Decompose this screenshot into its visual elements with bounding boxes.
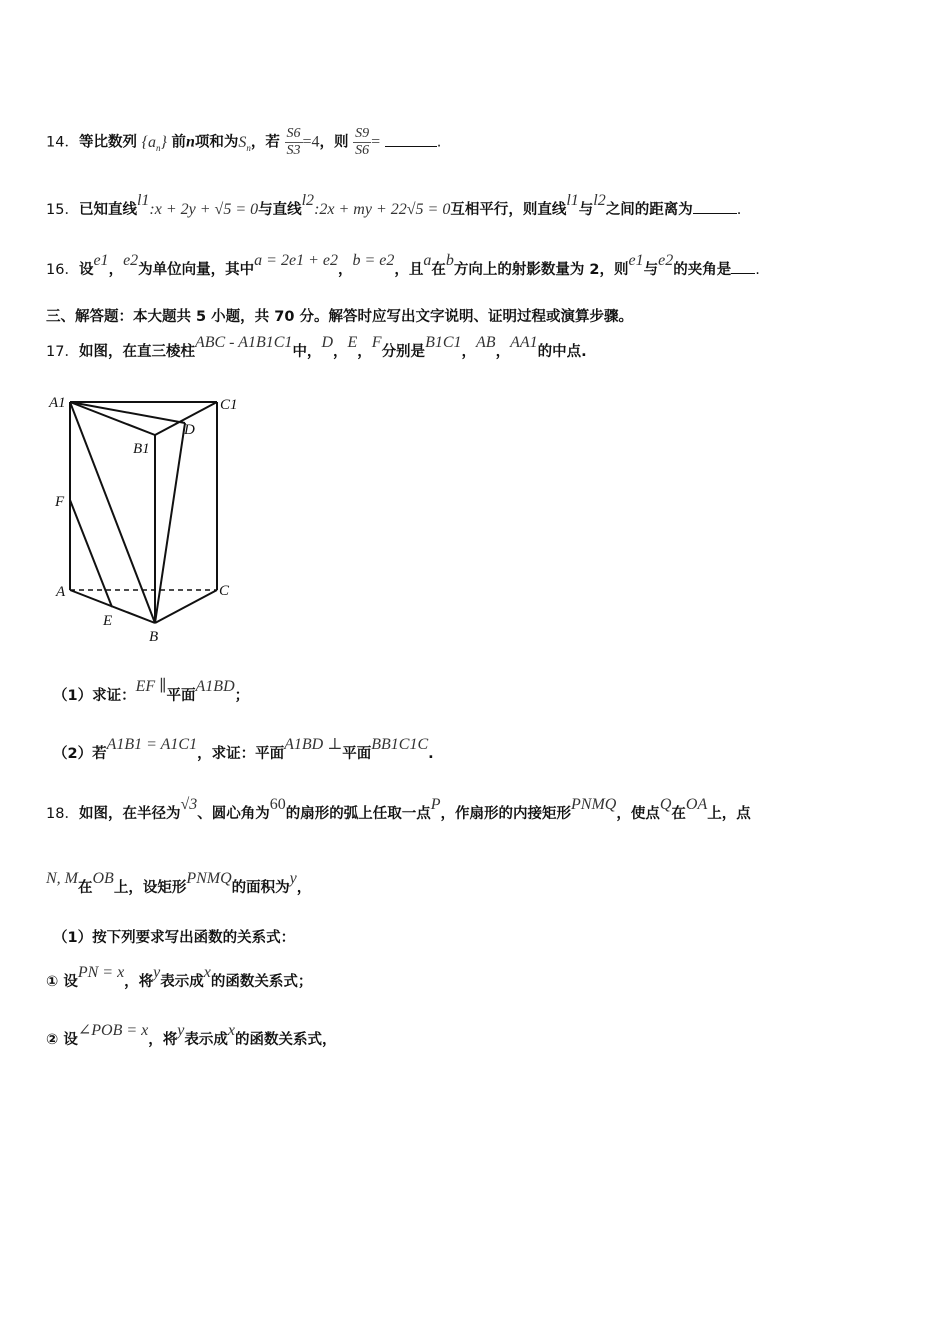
label-B: B <box>149 629 159 645</box>
q14-sum: $S_n$ <box>238 133 251 153</box>
q14-fraction-1: $\frac{S6}{S3}$ <box>286 126 301 158</box>
q15-line-l1: l1 <box>136 192 150 209</box>
label-A1: A1 <box>49 395 66 411</box>
q15-line-l2: l2 <box>301 192 315 209</box>
label-B1: B1 <box>133 441 150 457</box>
question-16: 16．设e1，e2为单位向量，其中a = 2e1 + e2，b = e2，且a在b方向上的射影数量为 2，则e1与e2的夹角是 . <box>46 252 760 278</box>
q17-prism: ABC - A1B1C1 <box>194 334 293 351</box>
label-A: A <box>56 584 66 600</box>
label-E: E <box>103 613 113 629</box>
label-C1: C1 <box>220 397 238 413</box>
q14-number: 14． <box>46 134 79 151</box>
q16-answer-blank <box>731 273 755 274</box>
label-F: F <box>55 494 65 510</box>
q18-part-1: （1）按下列要求写出函数的关系式： <box>53 930 296 946</box>
q16-vector-b: b = e2 <box>352 252 395 269</box>
q15-answer-blank <box>693 213 737 214</box>
q17-part-2: （2）若A1B1 = A1C1，求证：平面A1BD ⊥平面BB1C1C. <box>53 736 434 762</box>
q15-equation-2: :2x + my + 22√5 = 0 <box>314 201 451 218</box>
q15-equation-1: :x + 2y + √5 = 0 <box>149 201 259 218</box>
label-C: C <box>219 583 230 599</box>
q17-part-1: （1）求证：EF ∥平面A1BD； <box>53 678 250 704</box>
q14-fraction-2: $\frac{S9}{S6}$ <box>355 126 370 158</box>
question-14: 14．等比数列 $\{a_n\}$ 前n项和为$S_n$，若 $\frac{S6}{S3}$ =4，则 $\frac{S9}{S6}$ = . <box>46 126 442 158</box>
section-3-heading: 三、解答题：本大题共 5 小题，共 70 分。解答时应写出文字说明、证明过程或演算步骤。 <box>46 309 633 325</box>
label-D: D <box>184 422 195 438</box>
q14-sequence: $\{a_n\}$ <box>141 133 167 153</box>
question-18-cont: N, M在OB上，设矩形PNMQ的面积为y， <box>46 870 312 896</box>
q18-case-1: ① 设PN = x，将y表示成x的函数关系式； <box>46 964 313 990</box>
q14-answer-blank <box>385 146 437 147</box>
question-15: 15．已知直线l1:x + 2y + √5 = 0与直线l2:2x + my + 22√5 = 0互相平行，则直线l1与l2之间的距离为 . <box>46 192 742 218</box>
question-18: 18．如图，在半径为√3、圆心角为60的扇形的弧上任取一点P，作扇形的内接矩形PNMQ，使点Q在OA上，点 <box>46 796 751 822</box>
question-17: 17．如图，在直三棱柱ABC - A1B1C1中，D，E，F分别是B1C1，AB，AA1的中点. <box>46 334 587 360</box>
q18-case-2: ② 设∠POB = x，将y表示成x的函数关系式， <box>46 1022 337 1048</box>
q16-vector-a: a = 2e1 + e2 <box>254 252 338 269</box>
prism-figure <box>45 385 255 650</box>
